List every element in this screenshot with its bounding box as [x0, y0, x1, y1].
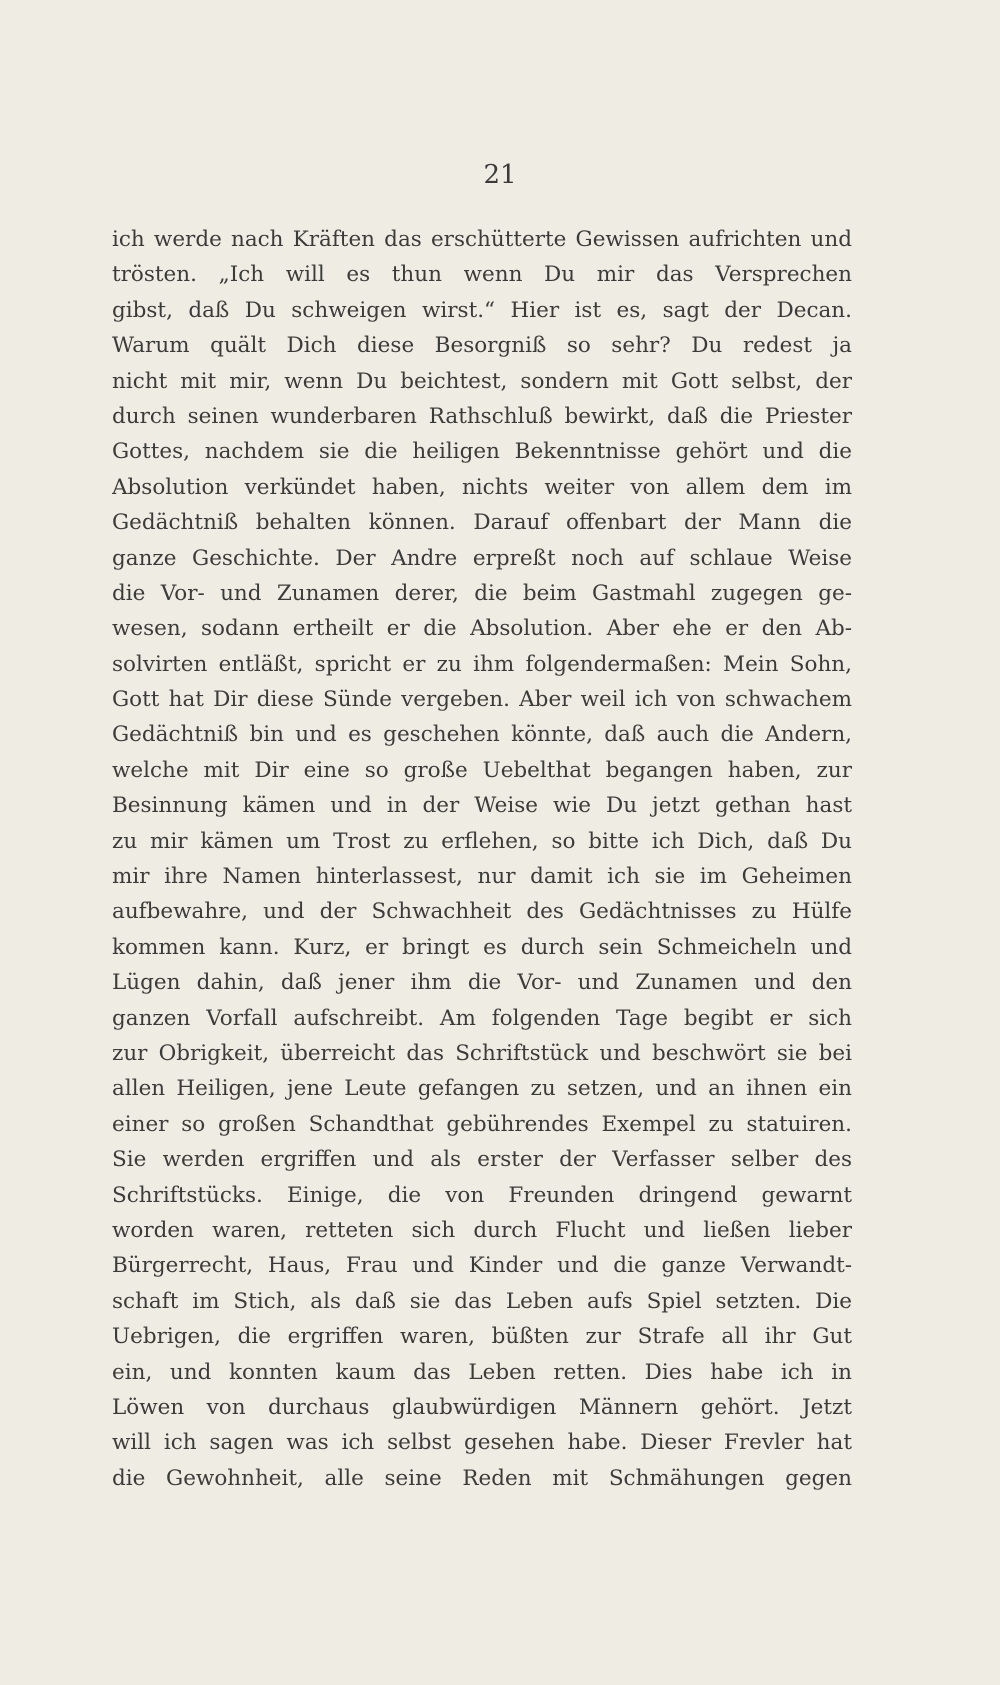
- text-line: aufbewahre, und der Schwachheit des Gedächtnisses zu Hülfe: [112, 899, 852, 925]
- text-line: ganze Geschichte. Der Andre erpreßt noch auf schlaue Weise: [112, 545, 852, 571]
- text-line: wesen, sodann ertheilt er die Absolution. Aber ehe er den Ab-: [112, 616, 852, 642]
- text-line: Schriftstücks. Einige, die von Freunden dringend gewarnt: [112, 1182, 852, 1208]
- text-line: Absolution verkündet haben, nichts weiter von allem dem im: [112, 474, 852, 500]
- text-line: nicht mit mir, wenn Du beichtest, sondern mit Gott selbst, der: [112, 368, 852, 394]
- text-line: Gottes, nachdem sie die heiligen Bekenntnisse gehört und die: [112, 439, 852, 465]
- text-line: Gedächtniß behalten können. Darauf offenbart der Mann die: [112, 510, 852, 536]
- text-line: Warum quält Dich diese Besorgniß so sehr? Du redest ja: [112, 333, 852, 359]
- text-line: Bürgerrecht, Haus, Frau und Kinder und die ganze Verwandt-: [112, 1253, 852, 1279]
- text-line: Sie werden ergriffen und als erster der Verfasser selber des: [112, 1147, 852, 1173]
- text-line: kommen kann. Kurz, er bringt es durch sein Schmeicheln und: [112, 934, 852, 960]
- text-line: mir ihre Namen hinterlassest, nur damit ich sie im Geheimen: [112, 864, 852, 890]
- text-line: welche mit Dir eine so große Uebelthat begangen haben, zur: [112, 757, 852, 783]
- text-line: einer so großen Schandthat gebührendes Exempel zu statuiren.: [112, 1111, 852, 1137]
- text-line: die Vor- und Zunamen derer, die beim Gastmahl zugegen ge-: [112, 580, 852, 606]
- text-line: gibst, daß Du schweigen wirst.“ Hier ist es, sagt der Decan.: [112, 297, 852, 323]
- text-line: Besinnung kämen und in der Weise wie Du jetzt gethan hast: [112, 793, 852, 819]
- text-line: ganzen Vorfall aufschreibt. Am folgenden Tage begibt er sich: [112, 1005, 852, 1031]
- text-line: zur Obrigkeit, überreicht das Schriftstück und beschwört sie bei: [112, 1040, 852, 1066]
- text-line: worden waren, retteten sich durch Flucht und ließen lieber: [112, 1217, 852, 1243]
- page-number: 21: [483, 160, 517, 190]
- text-line: allen Heiligen, jene Leute gefangen zu setzen, und an ihnen ein: [112, 1076, 852, 1102]
- text-line: solvirten entläßt, spricht er zu ihm folgendermaßen: Mein Sohn,: [112, 651, 852, 677]
- text-line: Uebrigen, die ergriffen waren, büßten zur Strafe all ihr Gut: [112, 1324, 852, 1350]
- text-line: die Gewohnheit, alle seine Reden mit Schmähungen gegen: [112, 1465, 852, 1491]
- text-line: will ich sagen was ich selbst gesehen habe. Dieser Frevler hat: [112, 1430, 852, 1456]
- text-line: ich werde nach Kräften das erschütterte Gewissen aufrichten und: [112, 227, 852, 252]
- text-line: zu mir kämen um Trost zu erflehen, so bitte ich Dich, daß Du: [112, 828, 852, 854]
- text-line: Löwen von durchaus glaubwürdigen Männern gehört. Jetzt: [112, 1394, 852, 1420]
- body-text: [112, 222, 852, 1496]
- text-line: Lügen dahin, daß jener ihm die Vor- und Zunamen und den: [112, 970, 852, 996]
- text-line: ein, und konnten kaum das Leben retten. Dies habe ich in: [112, 1359, 852, 1385]
- text-line: Gedächtniß bin und es geschehen könnte, daß auch die Andern,: [112, 722, 852, 748]
- text-line: trösten. „Ich will es thun wenn Du mir das Versprechen: [112, 262, 852, 288]
- text-line: Gott hat Dir diese Sünde vergeben. Aber weil ich von schwachem: [112, 687, 852, 713]
- text-line: durch seinen wunderbaren Rathschluß bewirkt, daß die Priester: [112, 403, 852, 429]
- text-line: schaft im Stich, als daß sie das Leben aufs Spiel setzten. Die: [112, 1288, 852, 1314]
